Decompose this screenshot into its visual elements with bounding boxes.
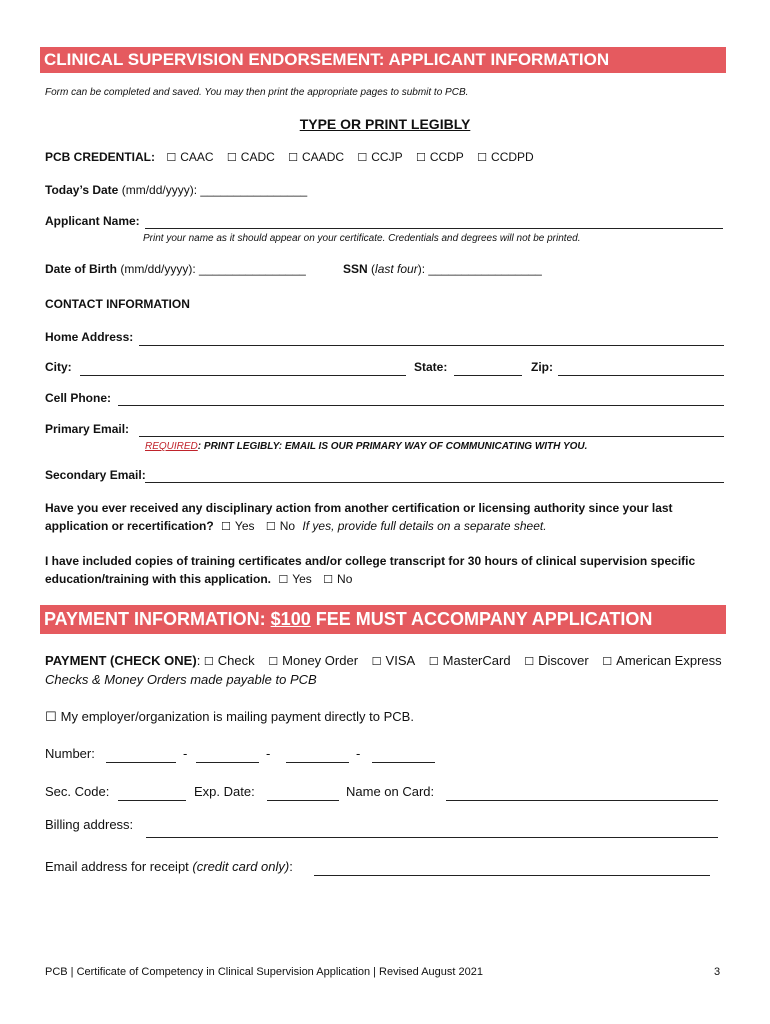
card-number-field-2[interactable]	[196, 762, 259, 763]
sec-code-label: Sec. Code:	[45, 784, 110, 799]
billing-address-label: Billing address:	[45, 817, 134, 832]
required-word: REQUIRED	[145, 441, 198, 452]
training-yes-option[interactable]: ☐ Yes	[278, 572, 312, 586]
disciplinary-no-option[interactable]: ☐ No	[265, 519, 296, 533]
applicant-name-field[interactable]	[145, 228, 723, 229]
applicant-info-title: CLINICAL SUPERVISION ENDORSEMENT: APPLICANT INFORMATION	[44, 50, 610, 69]
payment-option-money-order[interactable]: ☐ Money Order	[268, 653, 359, 668]
checkbox-icon: ☐	[203, 656, 214, 668]
home-address-label: Home Address:	[45, 330, 134, 344]
secondary-email-field[interactable]	[145, 482, 724, 483]
disciplinary-question-line2: application or recertification?	[45, 519, 214, 533]
disciplinary-question-row	[45, 519, 547, 533]
checks-payable-note: Checks & Money Orders made payable to PCB	[45, 672, 317, 687]
payment-option-check[interactable]: ☐ Check	[203, 653, 255, 668]
credential-option-ccdp[interactable]: ☐ CCDP	[415, 150, 464, 164]
disciplinary-question-line1: Have you ever received any disciplinary action from another certification or licensing authority since your last	[45, 501, 673, 515]
footer-text: PCB | Certificate of Competency in Clinical Supervision Application | Revised August 2021	[45, 966, 483, 978]
pcb-credential-label: PCB CREDENTIAL:	[45, 150, 155, 164]
todays-date-format: (mm/dd/yyyy):	[121, 183, 198, 197]
required-note: : PRINT LEGIBLY: EMAIL IS OUR PRIMARY WAY OF COMMUNICATING WITH YOU.	[197, 441, 588, 452]
payment-option-discover[interactable]: ☐ Discover	[524, 653, 589, 668]
secondary-email-label: Secondary Email:	[45, 468, 146, 482]
zip-field[interactable]	[558, 375, 724, 376]
checkbox-icon: ☐	[288, 152, 299, 164]
checkbox-icon: ☐	[357, 152, 368, 164]
state-field[interactable]	[454, 375, 522, 376]
home-address-field[interactable]	[139, 345, 724, 346]
contact-info-heading: CONTACT INFORMATION	[45, 297, 190, 311]
checkbox-icon: ☐	[415, 152, 426, 164]
payment-method-row: PAYMENT (CHECK ONE): ☐ Check ☐ Money Order ☐ VISA ☐ MasterCard ☐ Discover ☐ American Express	[45, 653, 722, 668]
checkbox-icon: ☐	[371, 656, 382, 668]
checkbox-icon: ☐	[221, 521, 231, 533]
payment-title-amount: $100	[270, 609, 311, 629]
ssn-label: SSN	[343, 262, 368, 276]
city-field[interactable]	[80, 375, 406, 376]
payment-option-mastercard[interactable]: ☐ MasterCard	[428, 653, 511, 668]
employer-payment-label: My employer/organization is mailing payment directly to PCB.	[60, 709, 414, 724]
card-number-label: Number:	[45, 746, 95, 761]
training-question-line1: I have included copies of training certificates and/or college transcript for 30 hours of clinical supervision specific	[45, 554, 696, 568]
name-on-card-label: Name on Card:	[346, 784, 435, 799]
card-number-dash: -	[356, 746, 361, 761]
zip-label: Zip:	[531, 360, 553, 374]
checkbox-icon: ☐	[428, 656, 439, 668]
credential-option-caadc[interactable]: ☐ CAADC	[288, 150, 345, 164]
date-of-birth-field[interactable]: ________________	[199, 262, 306, 276]
training-no-option[interactable]: ☐ No	[323, 572, 353, 586]
ssn-row: SSN (last four): _________________	[343, 262, 542, 276]
date-of-birth-format: (mm/dd/yyyy):	[120, 262, 196, 276]
pcb-credential-row	[45, 150, 544, 164]
primary-email-label: Primary Email:	[45, 422, 130, 436]
checkbox-icon: ☐	[524, 656, 535, 668]
checkbox-icon: ☐	[278, 574, 289, 586]
date-of-birth-row	[45, 262, 306, 276]
checkbox-icon: ☐	[268, 656, 279, 668]
card-number-dash: -	[266, 746, 271, 761]
credential-option-cadc[interactable]: ☐ CADC	[226, 150, 275, 164]
sec-code-field[interactable]	[118, 800, 186, 801]
cell-phone-field[interactable]	[118, 405, 724, 406]
todays-date-label: Today’s Date	[45, 183, 119, 197]
training-question-row	[45, 572, 352, 586]
checkbox-icon: ☐	[166, 152, 177, 164]
email-receipt-row: Email address for receipt (credit card only):	[45, 859, 293, 874]
name-on-card-field[interactable]	[446, 800, 718, 801]
checkbox-icon: ☐	[45, 709, 57, 724]
exp-date-field[interactable]	[267, 800, 339, 801]
checkbox-icon: ☐	[602, 656, 613, 668]
disciplinary-note: If yes, provide full details on a separate sheet.	[302, 519, 547, 533]
checkbox-icon: ☐	[323, 574, 334, 586]
card-number-field-1[interactable]	[106, 762, 176, 763]
cell-phone-label: Cell Phone:	[45, 391, 112, 405]
email-receipt-field[interactable]	[314, 875, 710, 876]
credential-option-ccdpd[interactable]: ☐ CCDPD	[477, 150, 534, 164]
payment-info-banner	[40, 605, 726, 634]
city-label: City:	[45, 360, 72, 374]
primary-email-requirement	[145, 441, 587, 452]
training-question-line2: education/training with this application.	[45, 572, 272, 586]
payment-option-visa[interactable]: ☐ VISA	[371, 653, 416, 668]
checkbox-icon: ☐	[226, 152, 237, 164]
email-receipt-note: (credit card only)	[192, 859, 290, 874]
payment-title-suffix: FEE MUST ACCOMPANY APPLICATION	[310, 609, 653, 629]
ssn-last-four: last four	[375, 262, 418, 276]
page-number: 3	[714, 966, 721, 978]
credential-option-caac[interactable]: ☐ CAAC	[166, 150, 214, 164]
type-or-print-heading: TYPE OR PRINT LEGIBLY	[299, 116, 471, 132]
state-label: State:	[414, 360, 448, 374]
email-receipt-label: Email address for receipt	[45, 859, 189, 874]
payment-method-label: PAYMENT (CHECK ONE)	[45, 653, 197, 668]
form-note: Form can be completed and saved. You may then print the appropriate pages to submit to PCB.	[45, 87, 469, 98]
disciplinary-yes-option[interactable]: ☐ Yes	[221, 519, 255, 533]
date-of-birth-label: Date of Birth	[45, 262, 117, 276]
card-number-field-4[interactable]	[372, 762, 435, 763]
credential-option-ccjp[interactable]: ☐ CCJP	[357, 150, 403, 164]
payment-option-american-express[interactable]: ☐ American Express	[602, 653, 722, 668]
payment-title-prefix: PAYMENT INFORMATION:	[44, 609, 271, 629]
card-number-dash: -	[183, 746, 188, 761]
billing-address-field[interactable]	[146, 837, 718, 838]
checkbox-icon: ☐	[265, 521, 276, 533]
applicant-info-banner	[40, 47, 726, 73]
employer-payment-option[interactable]	[45, 709, 414, 725]
todays-date-row	[45, 183, 307, 197]
exp-date-label: Exp. Date:	[194, 784, 255, 799]
checkbox-icon: ☐	[477, 152, 488, 164]
card-number-field-3[interactable]	[286, 762, 349, 763]
applicant-name-label: Applicant Name:	[45, 214, 140, 228]
primary-email-field[interactable]	[139, 436, 724, 437]
todays-date-field[interactable]: ________________	[200, 183, 308, 197]
applicant-name-hint: Print your name as it should appear on your certificate. Credentials and degrees will not be printed.	[143, 233, 581, 244]
ssn-field[interactable]: _________________	[428, 262, 542, 276]
